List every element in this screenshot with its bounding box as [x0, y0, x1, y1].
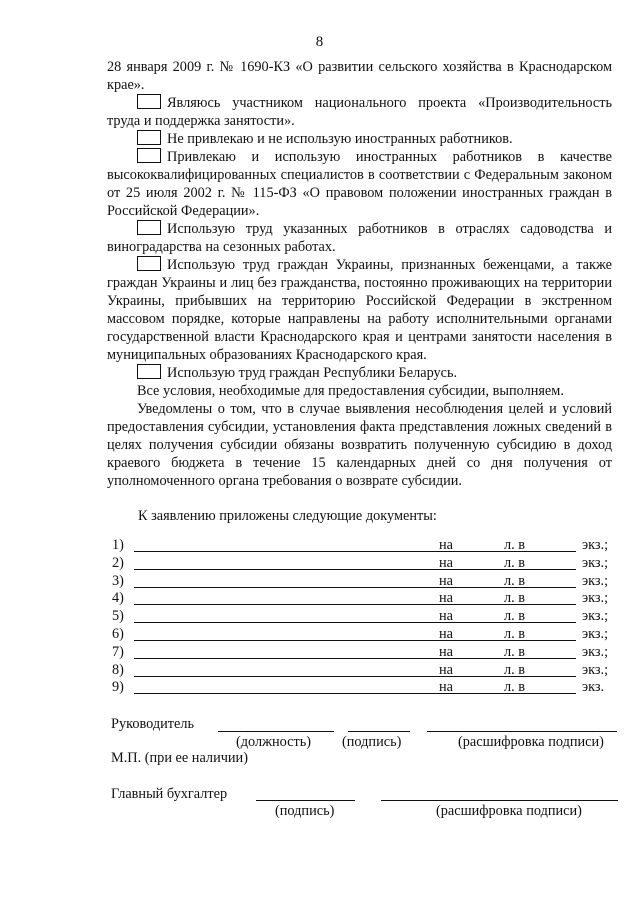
- option-national-project: Являюсь участником национального проекта «Производительность труда и поддержка занятости».: [107, 95, 612, 129]
- checkbox-qualified-specialists[interactable]: [137, 148, 161, 163]
- checkbox-belarus-citizens[interactable]: [137, 364, 161, 379]
- document-number: 5): [112, 608, 124, 625]
- pages-count-field[interactable]: [462, 658, 498, 659]
- copies-unit: экз.;: [582, 572, 609, 589]
- copies-unit: экз.;: [582, 554, 609, 571]
- copies-label: л. в: [504, 537, 526, 553]
- checkbox-no-foreign-workers[interactable]: [137, 130, 161, 145]
- copies-count-field[interactable]: [538, 569, 576, 570]
- stamp-label: М.П. (при ее наличии): [111, 750, 248, 766]
- decoding-field[interactable]: [427, 731, 617, 732]
- document-row: [112, 644, 622, 662]
- copies-count-field[interactable]: [538, 676, 576, 677]
- pages-count-field[interactable]: [462, 622, 498, 623]
- accountant-label: Главный бухгалтер: [111, 786, 228, 802]
- documents-title: К заявлению приложены следующие документы:: [138, 508, 437, 524]
- copies-label: л. в: [504, 626, 526, 642]
- copies-unit: экз.;: [582, 590, 609, 607]
- option-no-foreign-workers: Не привлекаю и не использую иностранных работников.: [167, 131, 513, 147]
- pages-label: на: [439, 643, 453, 660]
- pages-label: на: [439, 679, 453, 696]
- document-row: [112, 608, 622, 626]
- document-number: 3): [112, 572, 124, 589]
- option-ukraine-citizens: Использую труд граждан Украины, признанных беженцами, а также граждан Украины и лиц без гражданства, постоянно проживающих на территории Украины, прибывших на территорию Российской Федерации в экстренном массовом порядке, которые направлены на работу исполнительными органами государственной власти Краснодарского края и центрами занятости населения в муниципальных образованиях Краснодарского края.: [107, 257, 612, 363]
- copies-count-field[interactable]: [538, 693, 576, 694]
- conditions-paragraph: Все условия, необходимые для предоставления субсидии, выполняем.: [137, 383, 564, 399]
- pages-count-field[interactable]: [462, 551, 498, 552]
- position-caption: (должность): [236, 734, 312, 750]
- document-number: 1): [112, 537, 124, 553]
- copies-label: л. в: [504, 572, 526, 589]
- document-number: 4): [112, 590, 124, 607]
- pages-label: на: [439, 572, 453, 589]
- copies-unit: экз.;: [582, 626, 609, 642]
- pages-label: на: [439, 661, 453, 678]
- pages-label: на: [439, 537, 453, 553]
- pages-count-field[interactable]: [462, 569, 498, 570]
- copies-label: л. в: [504, 661, 526, 678]
- pages-label: на: [439, 554, 453, 571]
- document-row: [112, 573, 622, 591]
- accountant-decoding-caption: (расшифровка подписи): [436, 803, 582, 819]
- document-number: 2): [112, 554, 124, 571]
- copies-label: л. в: [504, 554, 526, 571]
- checkbox-seasonal-work[interactable]: [137, 220, 161, 235]
- option-qualified-specialists: Привлекаю и использую иностранных работников в качестве высококвалифицированных специалистов в соответствии с Федеральным законом от 25 июля 2002 г. № 115-ФЗ «О правовом положении иностранных граждан в Российской Федерации».: [107, 149, 612, 219]
- position-field[interactable]: [218, 731, 334, 732]
- copies-count-field[interactable]: [538, 551, 576, 552]
- notice-paragraph: Уведомлены о том, что в случае выявления несоблюдения целей и условий предоставления субсидии, установления факта представления ложных сведений в целях получения субсидии обязаны возвратить полученную субсидию в доход краевого бюджета в течение 15 календарных дней со дня получения от уполномоченного органа требования о возврате субсидии.: [107, 401, 612, 489]
- copies-label: л. в: [504, 590, 526, 607]
- document-row: [112, 662, 622, 680]
- accountant-signature-caption: (подпись): [275, 803, 335, 819]
- document-number: 7): [112, 643, 124, 660]
- copies-label: л. в: [504, 679, 526, 696]
- option-seasonal-work: Использую труд указанных работников в отраслях садоводства и виноградарства на сезонных работах.: [107, 221, 612, 255]
- page-number: 8: [315, 34, 324, 50]
- signature-caption: (подпись): [342, 734, 402, 750]
- pages-count-field[interactable]: [462, 587, 498, 588]
- option-belarus-citizens: Использую труд граждан Республики Беларусь.: [167, 365, 458, 381]
- pages-count-field[interactable]: [462, 640, 498, 641]
- document-row: [112, 590, 622, 608]
- pages-label: на: [439, 626, 453, 642]
- copies-unit: экз.;: [582, 643, 609, 660]
- copies-count-field[interactable]: [538, 622, 576, 623]
- copies-count-field[interactable]: [538, 587, 576, 588]
- checkbox-ukraine-citizens[interactable]: [137, 256, 161, 271]
- checkbox-national-project[interactable]: [137, 94, 161, 109]
- document-number: 6): [112, 626, 124, 642]
- copies-count-field[interactable]: [538, 658, 576, 659]
- pages-count-field[interactable]: [462, 693, 498, 694]
- head-label: Руководитель: [111, 716, 195, 732]
- pages-count-field[interactable]: [462, 676, 498, 677]
- copies-unit: экз.;: [582, 537, 609, 553]
- copies-unit: экз.;: [582, 608, 609, 625]
- decoding-caption: (расшифровка подписи): [458, 734, 604, 750]
- accountant-decoding-field[interactable]: [381, 800, 618, 801]
- document-row: [112, 537, 622, 555]
- form-body: [107, 58, 612, 490]
- copies-label: л. в: [504, 643, 526, 660]
- copies-count-field[interactable]: [538, 604, 576, 605]
- document-row: [112, 555, 622, 573]
- pages-label: на: [439, 608, 453, 625]
- copies-label: л. в: [504, 608, 526, 625]
- document-row: [112, 626, 622, 644]
- signature-field[interactable]: [348, 731, 410, 732]
- intro-paragraph: 28 января 2009 г. № 1690-КЗ «О развитии сельского хозяйства в Краснодарском крае».: [107, 59, 612, 93]
- copies-unit: экз.: [582, 679, 605, 696]
- copies-count-field[interactable]: [538, 640, 576, 641]
- copies-unit: экз.;: [582, 661, 609, 678]
- pages-label: на: [439, 590, 453, 607]
- pages-count-field[interactable]: [462, 604, 498, 605]
- document-number: 8): [112, 661, 124, 678]
- document-row: [112, 679, 622, 697]
- accountant-signature-field[interactable]: [256, 800, 355, 801]
- document-number: 9): [112, 679, 124, 696]
